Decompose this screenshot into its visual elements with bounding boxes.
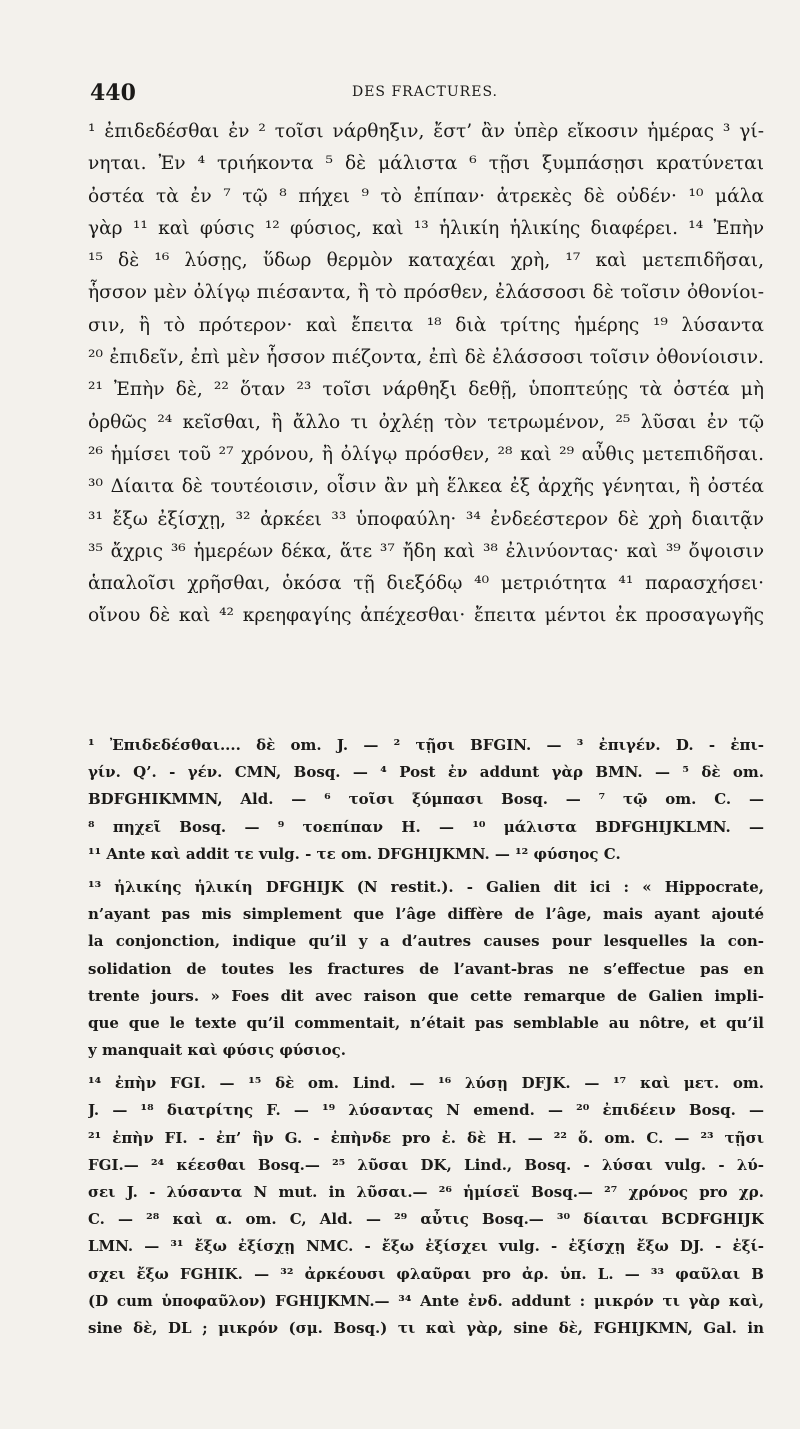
footnotes (88, 732, 764, 1342)
footnote-line: BDFGHIKMMN, Ald. — ⁶ τοῖσι ξύμπασι Bosq. — ⁷ τῷ om. C. — (88, 790, 764, 809)
footnote-line: J. — ¹⁸ διατρίτης F. — ¹⁹ λύσαντας N emend. — ²⁰ ἐπιδέειν Bosq. — (88, 1101, 764, 1120)
footnote-line: ¹³ ἡλικίης ἡλικίη DFGHIJK (N restit.). - Galien dit ici : « Hippocrate, (88, 877, 764, 896)
page-number: 440 (90, 80, 136, 106)
main-text-line: ὀστέα τὰ ἐν ⁷ τῷ ⁸ πήχει ⁹ τὸ ἐπίπαν· ἀτρεκὲς δὲ οὐδέν· ¹⁰ μάλα (88, 185, 764, 207)
footnote-line: n’ayant pas mis simplement que l’âge diffère de l’âge, mais ayant ajouté (88, 905, 764, 924)
main-text-line: ἁπαλοῖσι χρῆσθαι, ὁκόσα τῇ διεξόδῳ ⁴⁰ μετριότητα ⁴¹ παρασχήσει· (88, 573, 764, 595)
footnote-line: trente jours. » Foes dit avec raison que cette remarque de Galien impli- (88, 986, 764, 1005)
main-text-line: ²¹ Ἐπὴν δὲ, ²² ὅταν ²³ τοῖσι νάρθηξι δεθῇ, ὑποπτεύῃς τὰ ὀστέα μὴ (88, 379, 764, 401)
main-text-line: γὰρ ¹¹ καὶ φύσις ¹² φύσιος, καὶ ¹³ ἡλικίη ἡλικίης διαφέρει. ¹⁴ Ἐπὴν (88, 217, 764, 239)
main-text-line: σιν, ἢ τὸ πρότερον· καὶ ἔπειτα ¹⁸ διὰ τρίτης ἡμέρης ¹⁹ λύσαντα (88, 314, 764, 336)
footnote-line: y manquait καὶ φύσις φύσιος. (88, 1041, 346, 1060)
main-text-line: ³⁰ Δίαιτα δὲ τουτέοισιν, οἷσιν ἂν μὴ ἕλκεα ἐξ ἀρχῆς γένηται, ἢ ὀστέα (88, 476, 764, 498)
footnote-line: ⁸ πηχεῖ Bosq. — ⁹ τοεπίπαν H. — ¹⁰ μάλιστα BDFGHIJKLMN. — (88, 817, 764, 836)
footnote-line: LMN. — ³¹ ἔξω ἐξίσχῃ NMC. - ἔξω ἐξίσχει vulg. - ἐξίσχῃ ἔξω DJ. - ἐξί- (88, 1237, 764, 1256)
main-text-line: ἧσσον μὲν ὀλίγῳ πιέσαντα, ἢ τὸ πρόσθεν, ἐλάσσοσι δὲ τοῖσιν ὀθονίοι- (88, 282, 764, 304)
footnote-line: que que le texte qu’il commentait, n’était pas semblable au nôtre, et qu’il (88, 1013, 764, 1032)
main-text-line: ὀρθῶς ²⁴ κεῖσθαι, ἢ ἄλλο τι ὀχλέῃ τὸν τετρωμένον, ²⁵ λῦσαι ἐν τῷ (88, 411, 764, 433)
page-header (90, 80, 760, 110)
footnote-line: ¹ Ἐπιδεδέσθαι.... δὲ om. J. — ² τῇσι BFGIN. — ³ ἐπιγέν. D. - ἐπι- (88, 736, 764, 754)
footnote-line: FGI.— ²⁴ κέεσθαι Bosq.— ²⁵ λῦσαι DK, Lind., Bosq. - λύσαι vulg. - λύ- (88, 1155, 764, 1174)
footnote-line: σχει ἔξω FGHIK. — ³² ἀρκέουσι φλαῦραι pro ἀρ. ὑπ. L. — ³³ φαῦλαι B (88, 1264, 764, 1283)
footnote-line: ²¹ ἐπὴν FI. - ἐπ’ ἣν G. - ἐπὴνδε pro ἐ. δὲ H. — ²² ὅ. om. C. — ²³ τῇσι (88, 1128, 764, 1147)
main-text-line: ³¹ ἔξω ἐξίσχῃ, ³² ἀρκέει ³³ ὑποφαύλη· ³⁴ ἐνδεέστερον δὲ χρὴ διαιτᾷν (88, 508, 764, 530)
footnote-line: σει J. - λύσαντα N mut. in λῦσαι.— ²⁶ ἡμίσεϊ Bosq.— ²⁷ χρόνος pro χρ. (88, 1183, 764, 1201)
main-text-line: ³⁵ ἄχρις ³⁶ ἡμερέων δέκα, ἅτε ³⁷ ἤδη καὶ ³⁸ ἐλινύοντας· καὶ ³⁹ ὄψοισιν (88, 540, 764, 562)
main-text-line: ²⁶ ἡμίσει τοῦ ²⁷ χρόνου, ἢ ὀλίγῳ πρόσθεν, ²⁸ καὶ ²⁹ αὖθις μετεπιδῆσαι. (88, 443, 764, 465)
footnote-line: sine δὲ, DL ; μικρόν (σμ. Bosq.) τι καὶ γὰρ, sine δὲ, FGHIJKMN, Gal. in (88, 1318, 764, 1337)
main-text-line: ²⁰ ἐπιδεῖν, ἐπὶ μὲν ἧσσον πιέζοντα, ἐπὶ δὲ ἐλάσσοσι τοῖσιν ὀθονίοισιν. (88, 347, 764, 369)
footnote-line: ¹¹ Ante καὶ addit τε vulg. - τε om. DFGHIJKMN. — ¹² φύσηος C. (88, 844, 621, 863)
footnote-line: C. — ²⁸ καὶ α. om. C, Ald. — ²⁹ αὖτις Bosq.— ³⁰ δίαιται BCDFGHIJK (88, 1210, 764, 1229)
footnote-line: (D cum ὑποφαῦλον) FGHIJKMN.— ³⁴ Ante ἐνδ. addunt : μικρόν τι γὰρ καὶ, (88, 1291, 764, 1310)
main-text-line: ¹ ἐπιδεδέσθαι ἐν ² τοῖσι νάρθηξιν, ἔστ’ ἂν ὑπὲρ εἴκοσιν ἡμέρας ³ γί- (88, 121, 764, 142)
footnote-line: γίν. Q’. - γέν. CMN, Bosq. — ⁴ Post ἐν addunt γὰρ BMN. — ⁵ δὲ om. (88, 763, 764, 782)
running-title: DES FRACTURES. (351, 84, 498, 100)
main-text-line: νηται. Ἐν ⁴ τριήκοντα ⁵ δὲ μάλιστα ⁶ τῇσι ξυμπάσῃσι κρατύνεται (88, 153, 764, 175)
footnote-line: la conjonction, indique qu’il y a d’autres causes pour lesquelles la con- (88, 932, 764, 951)
footnote-line: ¹⁴ ἐπὴν FGI. — ¹⁵ δὲ om. Lind. — ¹⁶ λύσῃ DFJK. — ¹⁷ καὶ μετ. om. (88, 1074, 764, 1093)
footnote-line: solidation de toutes les fractures de l’avant-bras ne s’effectue pas en (88, 959, 764, 978)
main-text-line: οἴνου δὲ καὶ ⁴² κρεηφαγίης ἀπέχεσθαι· ἔπειτα μέντοι ἐκ προσαγωγῆς (88, 605, 764, 627)
main-text (88, 116, 764, 633)
main-text-line: ¹⁵ δὲ ¹⁶ λύσῃς, ὕδωρ θερμὸν καταχέαι χρὴ, ¹⁷ καὶ μετεπιδῆσαι, (88, 250, 764, 272)
